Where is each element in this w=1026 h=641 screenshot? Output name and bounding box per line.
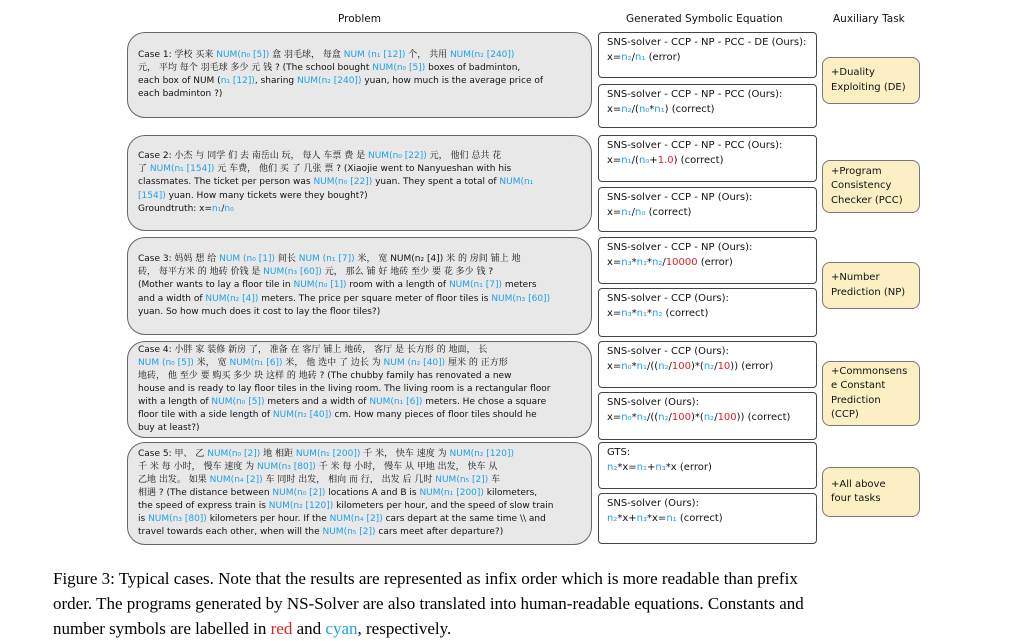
- number-symbol: NUM(n₁ [6]): [369, 397, 423, 408]
- number-symbol: n₂: [621, 103, 632, 115]
- number-symbol: n₁: [212, 203, 222, 214]
- equation-box: [598, 442, 817, 489]
- number-symbol: n₂: [703, 360, 715, 372]
- solver-name: GTS:: [607, 447, 631, 458]
- number-symbol: NUM(n₅ [2]): [322, 527, 376, 538]
- number-symbol: NUM(n₀ [5]): [372, 62, 426, 73]
- case-text: each box of NUM (: [138, 76, 221, 86]
- equation-text: +: [649, 154, 658, 166]
- case-text: cars meet after departure?): [375, 527, 504, 538]
- number-symbol: NUM(n₁ [7]): [448, 280, 502, 291]
- case-box: [127, 442, 592, 545]
- equation-text: *: [647, 256, 653, 268]
- case-text-line: [138, 279, 581, 292]
- case-text: meters: [501, 280, 537, 291]
- number-symbol: NUM(n₂ [240]): [449, 49, 515, 60]
- equation-expression: [607, 461, 808, 476]
- auxiliary-task-label: four tasks: [831, 493, 881, 504]
- case-text: kilometers per hour, and the speed of slow train: [333, 501, 554, 512]
- equation-column-header: Generated Symbolic Equation: [626, 13, 783, 25]
- case-text-line: [138, 344, 581, 357]
- auxiliary-task-label: +All above: [831, 478, 886, 490]
- case-text-line: [138, 396, 581, 409]
- equation-text: (correct): [645, 206, 692, 218]
- case-text: boxes of badminton,: [425, 62, 521, 73]
- case-text: 地砖， 他 至少 要 购买 多少 块 这样 的 地砖 ? (The chubby family has renovated a new: [138, 370, 512, 381]
- case-text: with a length of: [138, 397, 212, 408]
- equation-expression: [607, 51, 808, 66]
- equation-expression: [607, 154, 808, 169]
- case-text: yuan. How many tickets were they bought?): [165, 190, 368, 201]
- number-symbol: NUM(n₃ [60]): [263, 267, 322, 278]
- number-symbol: n₃: [636, 512, 648, 524]
- equation-expression: [607, 256, 808, 271]
- caption-text: and: [292, 619, 326, 638]
- equation-expression: [607, 206, 808, 221]
- case-text: and a width of: [138, 293, 206, 304]
- number-symbol: n₁: [635, 51, 646, 63]
- number-symbol: n₃: [655, 461, 666, 473]
- number-symbol: n₁: [621, 206, 632, 218]
- caption-line: [53, 616, 1003, 641]
- case-text: 间长: [274, 254, 299, 265]
- number-symbol: NUM(n₂ [120]): [449, 448, 514, 459]
- equation-text: (error): [697, 256, 733, 268]
- solver-name: SNS-solver - CCP - NP - PCC (Ours):: [607, 89, 783, 100]
- case-text: 元， 他们 总共 花: [426, 151, 502, 162]
- case-text: Case 2: 小杰 与 同学 们 去 南岳山 玩， 每人 车票 费 是: [138, 151, 368, 162]
- number-symbol: NUM(n₃ [80]): [257, 461, 316, 472]
- equation-text: /: [662, 256, 666, 268]
- equation-text: ) (correct): [664, 103, 715, 115]
- auxiliary-task-label: e Constant: [831, 380, 886, 391]
- equation-text: )) (error): [730, 360, 774, 372]
- case-text: 地 相距: [260, 448, 296, 459]
- case-text-line: [138, 203, 581, 216]
- case-text: Case 4: 小胖 家 装修 新房 了， 准备 在 客厅 铺上 地砖， 客厅 是 长方形 的 地面， 长: [138, 344, 488, 355]
- case-text-line: [138, 409, 581, 422]
- number-symbol: NUM(n₃ [80]): [148, 514, 207, 525]
- auxiliary-task-label: Consistency: [831, 180, 892, 192]
- number-symbol: [154]): [138, 190, 166, 201]
- case-text: classmates. The ticket per person was: [138, 177, 314, 188]
- equation-text: /((: [647, 411, 659, 423]
- problem-column-header: Problem: [338, 13, 381, 25]
- case-text-line: [138, 474, 581, 487]
- auxiliary-task-label: Exploiting (DE): [831, 81, 906, 93]
- number-symbol: n₂: [658, 411, 669, 423]
- case-text: 米， 他 选中 了 边长 为: [282, 357, 384, 368]
- equation-expression: [607, 512, 808, 527]
- case-text-line: [138, 75, 581, 88]
- case-text: 元 车费， 他们 买 了 几张 票 ? (Xiaojie went to Nanyueshan with his: [214, 164, 512, 175]
- equation-text: x=: [607, 360, 622, 372]
- case-text: , sharing: [254, 76, 297, 86]
- number-symbol: n₁: [666, 512, 677, 524]
- case-text-line: [138, 357, 581, 370]
- equation-text: *: [649, 103, 655, 115]
- constant-value: 100: [671, 360, 692, 372]
- number-symbol: NUM(n₃ [60]): [491, 293, 551, 304]
- auxiliary-task-box: [822, 160, 920, 213]
- case-text: 盒 羽毛球， 每盒: [269, 49, 344, 60]
- number-symbol: n₁: [654, 103, 665, 115]
- auxiliary-column-header: Auxiliary Task: [833, 13, 905, 25]
- solver-name: SNS-solver - CCP (Ours):: [607, 293, 729, 304]
- number-symbol: NUM (n₂ [40]): [383, 357, 446, 368]
- case-text-line: [138, 266, 581, 279]
- number-symbol: NUM(n₀ [22]): [367, 151, 427, 162]
- case-text: Case 3: 妈妈 想 给: [138, 254, 220, 265]
- solver-name: SNS-solver (Ours):: [607, 397, 699, 408]
- equation-box: [598, 84, 817, 128]
- number-symbol: n₂: [703, 411, 715, 423]
- equation-text: x=: [607, 206, 622, 218]
- case-text: each badminton ?): [138, 89, 223, 100]
- solver-name: SNS-solver - CCP - NP - PCC (Ours):: [607, 140, 783, 151]
- number-symbol: NUM (n₀ [1]): [219, 254, 275, 265]
- equation-expression: [607, 103, 808, 118]
- case-text-line: [138, 176, 581, 189]
- case-box: [127, 135, 592, 231]
- constant-value: 1.0: [657, 154, 674, 166]
- number-symbol: n₂: [652, 307, 663, 319]
- number-symbol: NUM(n₀ [5]): [211, 397, 265, 408]
- case-text: 千 米， 快车 速度 为: [360, 448, 450, 459]
- constant-value: 100: [671, 411, 692, 423]
- case-text: meters and a width of: [264, 397, 370, 408]
- constant-value: 100: [717, 411, 737, 423]
- auxiliary-task-label: +Number: [831, 272, 880, 283]
- number-symbol: NUM(n₂ [240]): [296, 76, 362, 86]
- caption-line: [53, 566, 1003, 591]
- equation-text: *: [631, 256, 637, 268]
- case-text: cm. How many pieces of floor tiles should he: [331, 410, 537, 421]
- caption-text: order. The programs generated by NS-Solver are also translated into human-readable equations. Constants and: [53, 594, 804, 613]
- number-symbol: n₀: [638, 103, 650, 115]
- number-symbol: NUM(n₀ [5]): [216, 49, 270, 60]
- case-text: 元， 那么 铺 好 地砖 至少 要 花 多少 钱 ?: [321, 267, 494, 278]
- number-symbol: n₀: [621, 411, 632, 423]
- number-symbol: n₁: [621, 154, 632, 166]
- case-box: [127, 341, 592, 438]
- equation-text: /: [714, 360, 718, 372]
- case-text: yuan, how much is the average price of: [361, 76, 544, 86]
- number-symbol: NUM(n₀ [22]): [313, 177, 373, 188]
- number-symbol: n₂: [658, 360, 669, 372]
- equation-box: [598, 237, 817, 284]
- solver-name: SNS-solver - CCP (Ours):: [607, 346, 729, 357]
- equation-box: [598, 341, 817, 388]
- case-text-line: [138, 448, 581, 461]
- case-text-line: [138, 500, 581, 513]
- equation-text: (correct): [662, 307, 709, 319]
- equation-text: (error): [645, 51, 681, 63]
- case-text: Groundtruth: x=: [138, 203, 213, 214]
- equation-text: /: [631, 206, 636, 218]
- number-symbol: n₀: [638, 154, 650, 166]
- number-symbol: NUM (n₁ [7]): [298, 254, 355, 265]
- equation-expression: [607, 411, 808, 426]
- auxiliary-task-box: [822, 361, 920, 426]
- equation-text: *: [631, 307, 637, 319]
- case-text: meters. He chose a square: [422, 397, 547, 408]
- number-symbol: NUM(n₀ [2]): [207, 448, 261, 459]
- case-text: 了: [138, 164, 150, 175]
- case-text: 个， 共用: [405, 49, 450, 60]
- number-symbol: n₀: [621, 360, 632, 372]
- auxiliary-task-label: +Program: [831, 165, 882, 177]
- case-text-line: [138, 150, 581, 163]
- case-text: /: [221, 203, 225, 214]
- equation-box: [598, 392, 817, 440]
- auxiliary-task-label: +Commonsens: [831, 365, 908, 377]
- equation-box: [598, 32, 817, 78]
- equation-text: *: [631, 411, 637, 423]
- number-symbol: NUM(n₀ [2]): [272, 487, 326, 498]
- case-text: 千 米 每 小时， 慢车 从 甲地 出发， 快车 从: [315, 461, 498, 472]
- number-symbol: n₀: [635, 206, 646, 218]
- equation-box: [598, 135, 817, 182]
- case-text-line: [138, 88, 581, 101]
- case-text: 米， 宽 NUM(n₂ [4]) 米 的 房间 铺上 地: [354, 254, 521, 265]
- equation-text: *x (error): [665, 461, 712, 473]
- equation-text: *x=: [647, 512, 667, 524]
- equation-box: [598, 187, 817, 232]
- number-symbol: n₂: [607, 461, 618, 473]
- case-text-line: [138, 49, 581, 62]
- number-symbol: NUM(n₁ [154]): [149, 164, 215, 175]
- number-symbol: n₁: [636, 360, 648, 372]
- number-symbol: n₂: [652, 256, 663, 268]
- constant-value: red: [270, 619, 293, 638]
- number-symbol: n₃: [621, 256, 632, 268]
- solver-name: SNS-solver - CCP - NP (Ours):: [607, 242, 753, 253]
- equation-box: [598, 288, 817, 337]
- case-text: locations A and B is: [325, 487, 420, 498]
- case-box: [127, 237, 592, 335]
- number-symbol: n₀: [224, 203, 234, 214]
- equation-text: *x=: [617, 461, 637, 473]
- case-text: 车 同时 出发， 相向 而 行， 出发 后 几时: [262, 474, 436, 485]
- case-text: yuan. They spent a total of: [372, 177, 500, 188]
- case-text-line: [138, 513, 581, 526]
- case-text: kilometers per hour. If the: [206, 514, 330, 525]
- equation-text: /: [668, 360, 672, 372]
- number-symbol: NUM (n₁ [12]): [343, 49, 406, 60]
- number-symbol: n₁: [636, 461, 648, 473]
- case-text: (Mother wants to lay a floor tile in: [138, 280, 294, 291]
- case-text: 米， 宽: [193, 357, 230, 368]
- case-text-line: [138, 62, 581, 75]
- case-text: Case 1: 学校 买来: [138, 49, 217, 60]
- case-text-line: [138, 163, 581, 176]
- equation-text: )*(: [691, 360, 704, 372]
- case-text-line: [138, 370, 581, 383]
- case-text: floor tile with a side length of: [138, 410, 273, 421]
- number-symbol: NUM(n₁: [499, 177, 534, 188]
- equation-text: /((: [647, 360, 659, 372]
- equation-text: *x+: [617, 512, 637, 524]
- case-text: 千 米 每 小时， 慢车 速度 为: [138, 461, 258, 472]
- number-symbol: n₂: [621, 51, 632, 63]
- case-text: meters. The price per square meter of floor tiles is: [258, 293, 492, 304]
- auxiliary-task-label: Prediction: [831, 394, 881, 406]
- number-symbol: NUM(n₂ [4]): [205, 293, 259, 304]
- case-text-line: [138, 422, 581, 435]
- case-text-line: [138, 383, 581, 396]
- equation-text: x=: [607, 256, 622, 268]
- number-symbol: n₁ [12]): [220, 76, 255, 86]
- equation-text: /: [714, 411, 718, 423]
- number-symbol: n₂: [607, 512, 618, 524]
- caption-text: number symbols are labelled in: [53, 619, 271, 638]
- equation-text: +: [647, 461, 656, 473]
- number-symbol: NUM(n₁ [200]): [295, 448, 361, 459]
- constant-value: 10: [717, 360, 731, 372]
- case-text: Case 5: 甲、 乙: [138, 448, 208, 459]
- caption-text: , respectively.: [357, 619, 452, 638]
- case-text: 相遇 ? (The distance between: [138, 487, 273, 498]
- number-symbol: NUM(n₂ [120]): [268, 501, 334, 512]
- auxiliary-task-label: Prediction (NP): [831, 286, 906, 298]
- number-symbol: NUM(n₁ [200]): [419, 487, 484, 498]
- auxiliary-task-label: Checker (PCC): [831, 194, 903, 206]
- number-symbol: n₁: [636, 411, 648, 423]
- case-box: [127, 32, 592, 118]
- case-text: yuan. So how much does it cost to lay the floor tiles?): [138, 306, 381, 317]
- number-symbol: n₁: [636, 307, 648, 319]
- number-symbol: n₁: [636, 256, 648, 268]
- equation-text: )) (correct): [736, 411, 791, 423]
- case-text: kilometers,: [483, 487, 538, 498]
- number-symbol: NUM(n₅ [2]): [435, 474, 489, 485]
- case-text-line: [138, 253, 581, 266]
- case-text: room with a length of: [346, 280, 449, 291]
- solver-name: SNS-solver - CCP - NP (Ours):: [607, 192, 753, 203]
- case-text: buy at least?): [138, 423, 200, 434]
- case-text: 车: [488, 474, 501, 485]
- auxiliary-task-label: +Duality: [831, 67, 875, 78]
- case-text: house and is ready to lay floor tiles in the living room. The living room is a rectangular floor: [138, 383, 551, 394]
- figure-caption: [53, 566, 1003, 641]
- case-text-line: [138, 526, 581, 539]
- case-text-line: [138, 487, 581, 500]
- equation-expression: [607, 307, 808, 322]
- equation-box: [598, 493, 817, 544]
- case-text-line: [138, 190, 581, 203]
- equation-text: /: [631, 51, 636, 63]
- equation-text: /(: [631, 103, 639, 115]
- equation-text: x=: [607, 154, 622, 166]
- equation-text: /(: [631, 154, 639, 166]
- equation-text: x=: [607, 103, 622, 115]
- case-text: is: [138, 514, 149, 525]
- constant-value: 10000: [665, 256, 698, 268]
- case-text: travel towards each other, when will the: [138, 527, 323, 538]
- number-symbol: NUM(n₀ [1]): [293, 280, 347, 291]
- number-symbol: cyan: [325, 619, 358, 638]
- case-text: 乙地 出发。 如果: [138, 474, 210, 485]
- auxiliary-task-label: (CCP): [831, 409, 859, 420]
- case-text-line: [138, 461, 581, 474]
- case-text: 元， 平均 每个 羽毛球 多少 元 钱 ? (The school bought: [138, 62, 373, 73]
- equation-text: *: [647, 307, 653, 319]
- equation-expression: [607, 360, 808, 375]
- auxiliary-task-box: [822, 262, 920, 309]
- case-text: 砖， 每平方米 的 地砖 价钱 是: [138, 267, 264, 278]
- solver-name: SNS-solver (Ours):: [607, 498, 699, 509]
- number-symbol: NUM(n₁ [6]): [229, 357, 283, 368]
- equation-text: x=: [607, 51, 622, 63]
- case-text: 厘米 的 正方形: [445, 357, 508, 368]
- case-text: cars depart at the same time \\ and: [382, 514, 546, 525]
- case-text-line: [138, 306, 581, 319]
- caption-text: Figure 3: Typical cases. Note that the results are represented as infix order which is more readable than prefix: [53, 569, 798, 588]
- case-text: the speed of express train is: [138, 501, 269, 512]
- solver-name: SNS-solver - CCP - NP - PCC - DE (Ours):: [607, 37, 807, 48]
- equation-text: ) (correct): [673, 154, 724, 166]
- equation-text: (correct): [676, 512, 723, 524]
- caption-line: [53, 591, 1003, 616]
- number-symbol: NUM(n₄ [2]): [209, 474, 263, 485]
- equation-text: x=: [607, 307, 622, 319]
- equation-text: x=: [607, 411, 622, 423]
- equation-text: )*(: [691, 411, 704, 423]
- equation-text: /: [668, 411, 672, 423]
- equation-text: *: [631, 360, 637, 372]
- case-text-line: [138, 293, 581, 306]
- number-symbol: n₃: [621, 307, 632, 319]
- number-symbol: NUM(n₂ [40]): [272, 410, 332, 421]
- auxiliary-task-box: [822, 467, 920, 517]
- number-symbol: NUM (n₀ [5]): [138, 357, 194, 368]
- auxiliary-task-box: [822, 57, 920, 104]
- number-symbol: NUM(n₄ [2]): [329, 514, 383, 525]
